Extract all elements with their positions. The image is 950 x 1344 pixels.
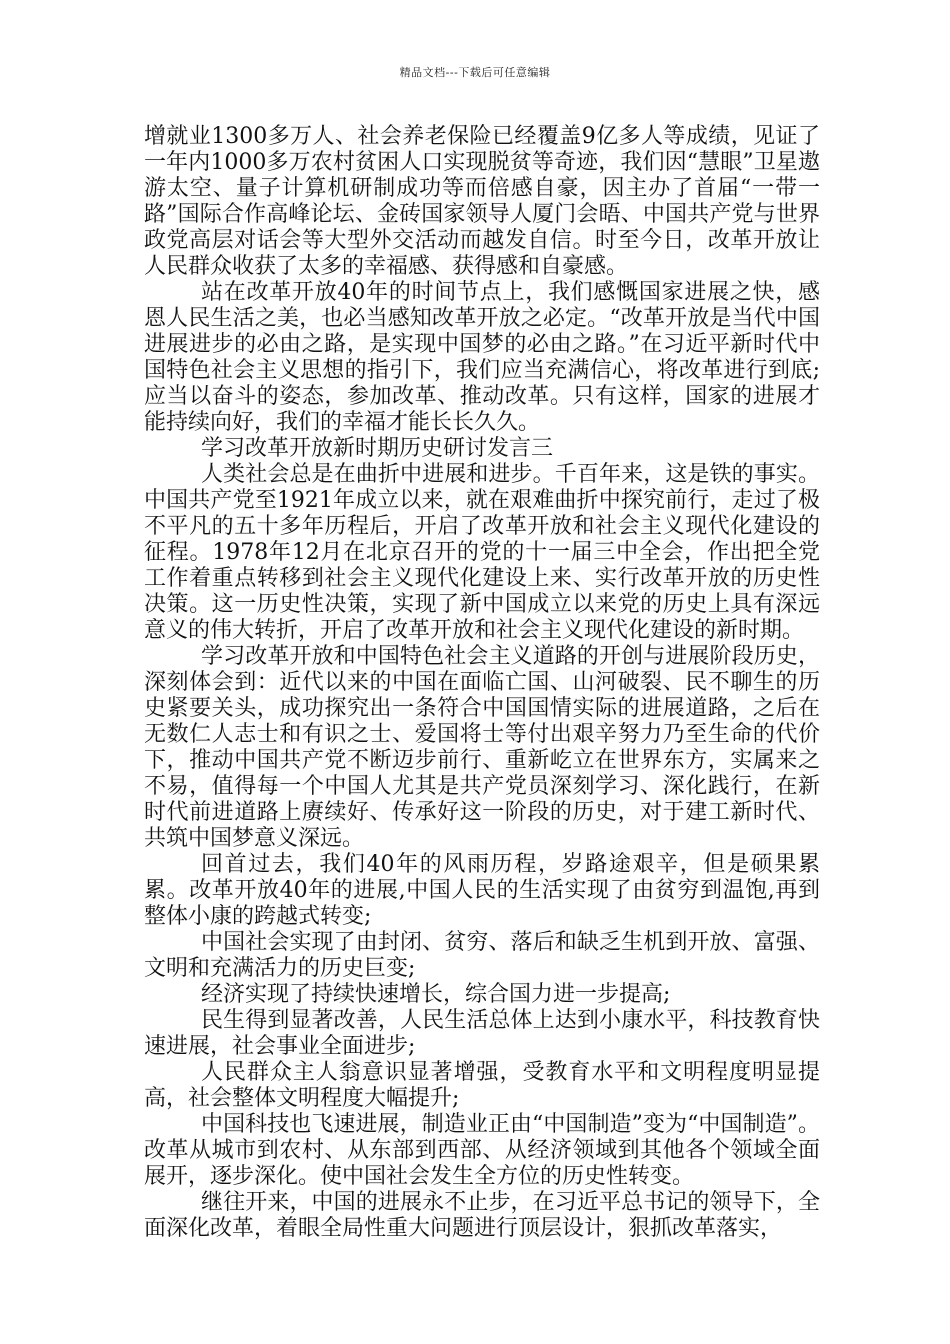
section-title: 学习改革开放新时期历史研讨发言三 bbox=[201, 436, 554, 461]
document-body bbox=[144, 124, 820, 1242]
paragraph: 站在改革开放40年的时间节点上，我们感慨国家进展之快，感恩人民生活之美，也必当感知改革开放之必定。“改革开放是当代中国进展进步的必由之路，是实现中国梦的必由之路。”在习近平新时代中国特色社会主义思想的指引下，我们应当充满信心，将改革进行到底;应当以奋斗的姿态，参加改革、推动改革。只有这样，国家的进展才能持续向好，我们的幸福才能长长久久。 bbox=[144, 280, 820, 435]
paragraph: 回首过去，我们40年的风雨历程，岁路途艰辛，但是硕果累累。改革开放40年的进展,中国人民的生活实现了由贫穷到温饱,再到整体小康的跨越式转变; bbox=[144, 852, 820, 929]
paragraph: 学习改革开放和中国特色社会主义道路的开创与进展阶段历史，深刻体会到：近代以来的中国在面临亡国、山河破裂、民不聊生的历史紧要关头，成功探究出一条符合中国国情实际的进展道路，之后在无数仁人志士和有识之士、爱国将士等付出艰辛努力乃至生命的代价下，推动中国共产党不断迈步前行、重新屹立在世界东方，实属来之不易，值得每一个中国人尤其是共产党员深刻学习、深化践行，在新时代前进道路上赓续好、传承好这一阶段的历史，对于建工新时代、共筑中国梦意义深远。 bbox=[144, 644, 820, 851]
paragraph: 中国社会实现了由封闭、贫穷、落后和缺乏生机到开放、富强、文明和充满活力的历史巨变; bbox=[144, 930, 820, 981]
paragraph: 经济实现了持续快速增长，综合国力进一步提高; bbox=[201, 982, 671, 1007]
paragraph: 民生得到显著改善，人民生活总体上达到小康水平，科技教育快速进展，社会事业全面进步; bbox=[144, 1008, 820, 1059]
paragraph: 人类社会总是在曲折中进展和进步。千百年来，这是铁的事实。中国共产党至1921年成立以来，就在艰难曲折中探究前行，走过了极不平凡的五十多年历程后，开启了改革开放和社会主义现代化建设的征程。1978年12月在北京召开的党的十一届三中全会，作出把全党工作着重点转移到社会主义现代化建设上来、实行改革开放的历史性决策。这一历史性决策，实现了新中国成立以来党的历史上具有深远意义的伟大转折，开启了改革开放和社会主义现代化建设的新时期。 bbox=[144, 462, 821, 643]
page-header: 精品文档---下载后可任意编辑 bbox=[399, 66, 551, 79]
paragraph: 继往开来，中国的进展永不止步，在习近平总书记的领导下，全面深化改革，着眼全局性重大问题进行顶层设计，狠抓改革落实， bbox=[144, 1190, 820, 1241]
paragraph: 增就业1300多万人、社会养老保险已经覆盖9亿多人等成绩，见证了一年内1000多万农村贫困人口实现脱贫等奇迹，我们因“慧眼”卫星遨游太空、量子计算机研制成功等而倍感自豪，因主办了首届“一带一路”国际合作高峰论坛、金砖国家领导人厦门会晤、中国共产党与世界政党高层对话会等大型外交活动而越发自信。时至今日，改革开放让人民群众收获了太多的幸福感、获得感和自豪感。 bbox=[144, 124, 820, 279]
paragraph: 中国科技也飞速进展，制造业正由“中国制造”变为“中国制造”。改革从城市到农村、从东部到西部、从经济领域到其他各个领域全面展开，逐步深化。使中国社会发生全方位的历史性转变。 bbox=[144, 1112, 820, 1189]
paragraph: 人民群众主人翁意识显著增强，受教育水平和文明程度明显提高，社会整体文明程度大幅提升; bbox=[144, 1060, 820, 1111]
